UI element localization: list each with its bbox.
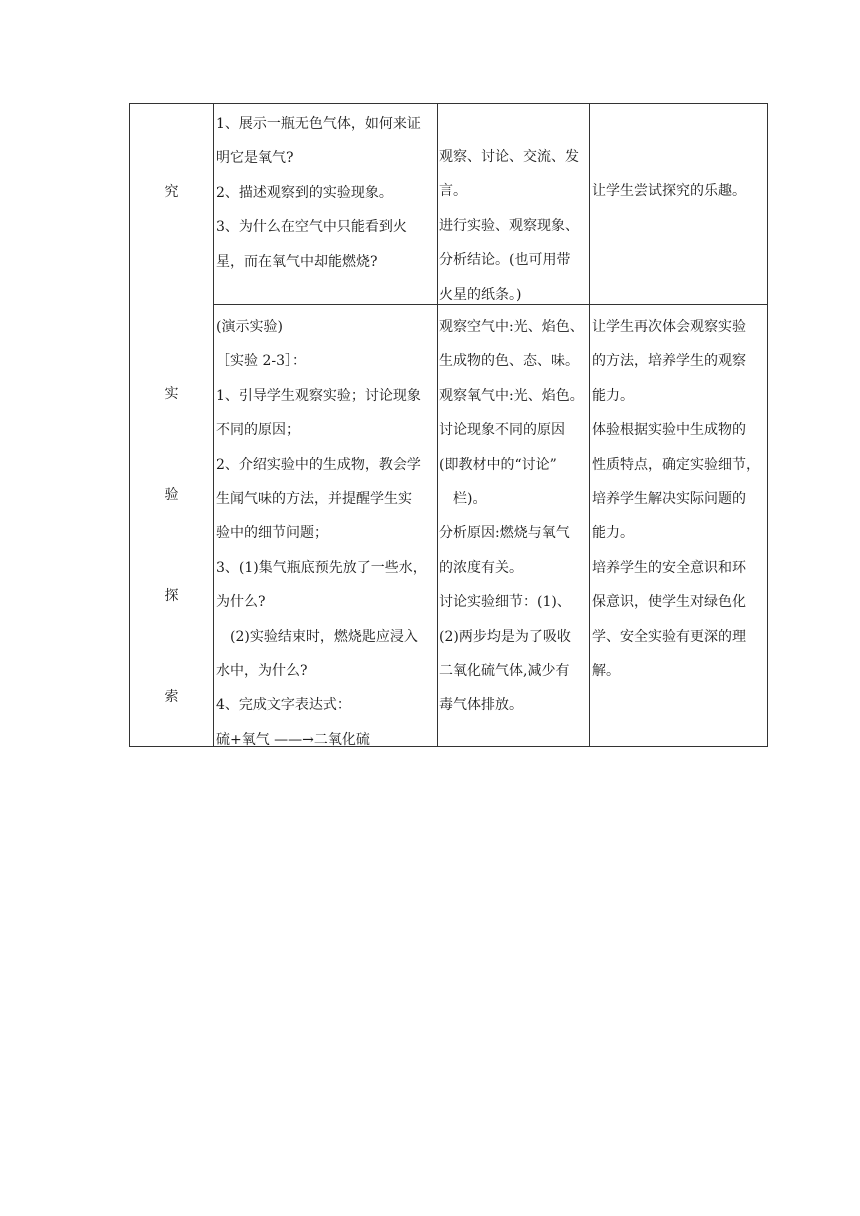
text-line: 1、引导学生观察实验；讨论现象	[216, 387, 421, 404]
text-line: 二氧化硫气体,减少有	[439, 663, 570, 680]
text-line: 观察、讨论、交流、发	[439, 149, 579, 165]
text-line: 体验根据实验中生成物的	[592, 422, 746, 439]
text-line: 毒气体排放。	[439, 697, 523, 714]
text-line: 2、描述观察到的实验现象。	[216, 184, 393, 201]
text-line: 分析结论。(也可用带	[439, 252, 571, 269]
text-line: 培养学生的安全意识和环	[592, 559, 746, 576]
stage-label-char: 探	[164, 588, 179, 604]
text-line: (2)实验结束时，燃烧匙应浸入	[216, 628, 418, 645]
text-line: 解。	[592, 663, 620, 680]
text-line: 讨论实验细节：(1)、	[439, 594, 571, 611]
text-line: 3、(1)集气瓶底预先放了一些水，	[216, 559, 427, 576]
text-line: 保意识，使学生对绿色化	[592, 594, 746, 611]
text-line: (2)两步均是为了吸收	[439, 628, 571, 645]
text-line: 生成物的色、态、味。	[439, 353, 579, 370]
section1-purpose	[592, 174, 767, 208]
stage-label-char: 究	[164, 184, 179, 200]
stage-label-char: 验	[164, 487, 179, 503]
text-line: 明它是氧气?	[216, 150, 294, 167]
section2-purpose	[592, 310, 767, 688]
text-line: 观察空气中:光、焰色、	[439, 319, 584, 335]
text-line: 的浓度有关。	[439, 559, 523, 576]
text-line: ［实验 2-3］：	[216, 353, 306, 370]
text-line: 讨论现象不同的原因	[439, 422, 565, 439]
text-line: 栏)。	[439, 491, 487, 508]
text-line: 观察氧气中:光、焰色。	[439, 387, 584, 404]
column-divider	[589, 104, 590, 746]
text-line: 验中的细节问题；	[216, 525, 328, 542]
text-line: 培养学生解决实际问题的	[592, 491, 746, 508]
text-line: 言。	[439, 183, 467, 200]
text-line: 学、安全实验有更深的理	[592, 628, 746, 645]
text-line: 生闻气味的方法，并提醒学生实	[216, 491, 412, 508]
text-line: 水中，为什么?	[216, 663, 308, 680]
text-line: 的方法，培养学生的观察	[592, 353, 746, 370]
text-line: 进行实验、观察现象、	[439, 217, 579, 234]
word-equation: 硫+氧气 ——→二氧化硫	[216, 731, 370, 748]
text-line: 2、介绍实验中的生成物，教会学	[216, 456, 421, 473]
stage-label-char: 实	[164, 386, 179, 402]
column-divider	[213, 104, 214, 746]
section1-activities	[216, 107, 436, 279]
text-line: 能力。	[592, 387, 634, 404]
section2-activities	[216, 310, 436, 757]
text-line: 不同的原因；	[216, 422, 300, 439]
text-line: (即教材中的“讨论”	[439, 456, 557, 473]
text-line: (演示实验)	[216, 319, 283, 335]
text-line: 让学生尝试探究的乐趣。	[592, 183, 746, 199]
text-line: 让学生再次体会观察实验	[592, 319, 746, 335]
text-line: 为什么?	[216, 594, 266, 611]
text-line: 分析原因:燃烧与氧气	[439, 525, 570, 542]
text-line: 星，而在氧气中却能燃烧?	[216, 253, 378, 270]
stage-label-char: 索	[164, 689, 179, 705]
text-line: 4、完成文字表达式：	[216, 697, 351, 714]
text-line: 3、为什么在空气中只能看到火	[216, 219, 407, 236]
text-line: 火星的纸条。)	[439, 286, 522, 303]
text-line: 性质特点，确定实验细节，	[592, 456, 760, 473]
column-divider	[437, 104, 438, 746]
section2-student-activities	[439, 310, 589, 723]
section1-student-activities	[439, 140, 589, 312]
text-line: 能力。	[592, 525, 634, 542]
lesson-table	[129, 103, 768, 747]
text-line: 1、展示一瓶无色气体，如何来证	[216, 116, 421, 132]
